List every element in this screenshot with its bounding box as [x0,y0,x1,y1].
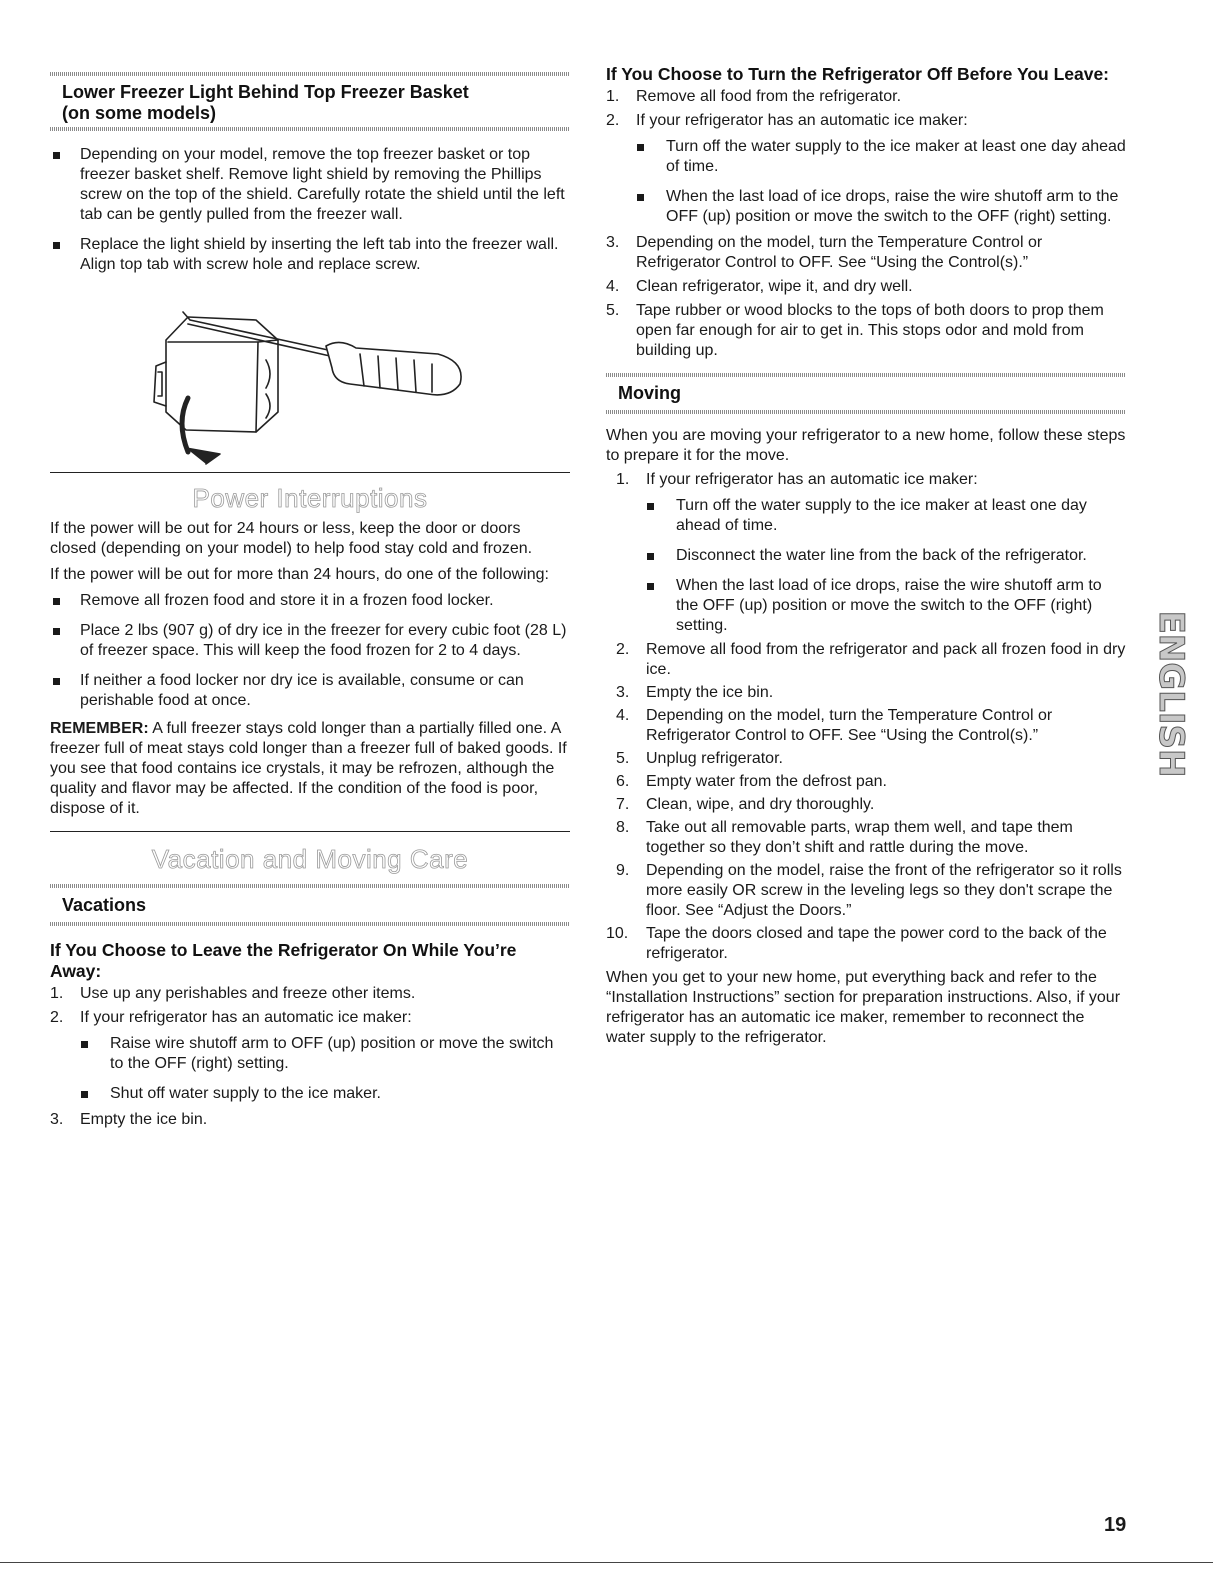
remember-label: REMEMBER: [50,720,149,737]
power-paragraph-2: If the power will be out for more than 24 hours, do one of the following: [50,566,549,583]
list-item: 5. Tape rubber or wood blocks to the tops of both doors to prop them open far enough for air to get in. This stops odor and mold from building up. [606,302,1104,359]
list-item: Depending on your model, remove the top freezer basket or top freezer basket shelf. Remove light shield by removing the Phillips screw on the top of the shield. Carefully rotate the shield until the left tab can be gently pulled from the freezer wall. [50,145,570,225]
list-item: 4. Depending on the model, turn the Temperature Control or Refrigerator Control to OFF. See “Using the Control(s).” [616,707,1053,744]
list-item: 3. Empty the ice bin. [616,684,774,701]
list-item: Raise wire shutoff arm to OFF (up) position or move the switch to the OFF (right) setting. [50,1034,570,1074]
list-item: 2. If your refrigerator has an automatic ice maker: [606,112,968,129]
freezer-light-bullets [50,145,570,275]
list-item: Place 2 lbs (907 g) of dry ice in the freezer for every cubic foot (28 L) of freezer space. This will keep the food frozen for 2 to 4 days. [50,621,570,661]
moving-closing: When you get to your new home, put everything back and refer to the “Installation Instructions” section for preparation instructions. Also, if your refrigerator has an automatic ice maker, remember to reconnect the water supply to the refrigerator. [606,969,1121,1046]
list-item: 1. If your refrigerator has an automatic ice maker: [616,471,978,488]
turn-off-steps [606,87,1126,361]
section-divider-hatch [50,127,570,131]
list-item: 3. Empty the ice bin. [50,1111,208,1128]
list-item: Remove all frozen food and store it in a frozen food locker. [50,591,570,611]
vacations-label: Vacations [62,895,147,915]
left-column [50,0,570,1130]
list-item: 5. Unplug refrigerator. [616,750,783,767]
power-interruptions-title: Power Interruptions [192,483,428,513]
english-side-tab [1151,565,1191,778]
english-side-tab-label: ENGLISH [1151,610,1191,778]
list-item: 2. If your refrigerator has an automatic ice maker: [50,1009,412,1026]
moving-steps [606,470,1126,964]
freezer-light-title-line2: (on some models) [62,103,217,123]
list-item: When the last load of ice drops, raise the wire shutoff arm to the OFF (up) position or move the switch to the OFF (right) setting. [606,187,1126,227]
list-item: 2. Remove all food from the refrigerator and pack all frozen food in dry ice. [616,641,1126,678]
list-item: 1. Remove all food from the refrigerator. [606,88,902,105]
list-item: 7. Clean, wipe, and dry thoroughly. [616,796,875,813]
turn-off-title: If You Choose to Turn the Refrigerator Off Before You Leave: [606,64,1110,84]
list-item: Turn off the water supply to the ice maker at least one day ahead of time. [606,137,1126,177]
list-item: Replace the light shield by inserting the left tab into the freezer wall. Align top tab with screw hole and replace screw. [50,235,570,275]
bottom-rule [0,1562,1213,1563]
section-divider-hatch [50,884,570,888]
list-item: 3. Depending on the model, turn the Temperature Control or Refrigerator Control to OFF. See “Using the Control(s).” [606,234,1043,271]
moving-label: Moving [618,383,681,403]
list-item: 1. Use up any perishables and freeze other items. [50,985,416,1002]
moving-intro: When you are moving your refrigerator to a new home, follow these steps to prepare it for the move. [606,427,1126,464]
remember-text: A full freezer stays cold longer than a partially filled one. A freezer full of meat stays cold longer than a freezer full of baked goods. If you see that food contains ice crystals, it may be refrozen, although the quality and flavor may be affected. If the condition of the food is poor, dispose of it. [50,720,567,817]
freezer-light-heading [50,82,570,124]
list-item: 9. Depending on the model, raise the front of the refrigerator so it rolls more easily OR screw in the leveling legs so they don't scrape the floor. See “Adjust the Doors.” [616,862,1122,919]
vacations-heading [50,895,570,916]
list-item: 4. Clean refrigerator, wipe it, and dry well. [606,278,913,295]
section-divider-hatch [50,72,570,76]
light-shield-screwdriver-illustration [128,302,468,472]
leave-on-title: If You Choose to Leave the Refrigerator On While You’re Away: [50,940,517,981]
list-item: If neither a food locker nor dry ice is available, consume or can perishable food at once. [50,671,570,711]
right-column [606,0,1126,1048]
list-item: 6. Empty water from the defrost pan. [616,773,887,790]
section-rule [50,472,570,473]
list-item: 10. Tape the doors closed and tape the power cord to the back of the refrigerator. [606,925,1107,962]
section-divider-hatch [606,373,1126,377]
list-item: 8. Take out all removable parts, wrap them well, and tape them together so they don’t shift and rattle during the move. [616,819,1073,856]
leave-on-steps [50,984,570,1130]
list-item: When the last load of ice drops, raise the wire shutoff arm to the OFF (up) position or move the switch to the OFF (right) setting. [616,576,1126,636]
power-paragraph-1: If the power will be out for 24 hours or less, keep the door or doors closed (depending on your model) to help food stay cold and frozen. [50,520,533,557]
list-item: Turn off the water supply to the ice maker at least one day ahead of time. [616,496,1126,536]
list-item: Disconnect the water line from the back of the refrigerator. [616,546,1126,566]
remember-paragraph [50,719,570,819]
section-divider-hatch [606,410,1126,414]
vacation-moving-title: Vacation and Moving Care [151,844,469,874]
power-bullets [50,591,570,711]
section-rule [50,831,570,832]
freezer-light-title: Lower Freezer Light Behind Top Freezer Basket [62,82,469,102]
list-item: Shut off water supply to the ice maker. [50,1084,570,1104]
section-divider-hatch [50,922,570,926]
page-number: 19 [1104,1514,1127,1536]
moving-heading [606,383,1126,404]
